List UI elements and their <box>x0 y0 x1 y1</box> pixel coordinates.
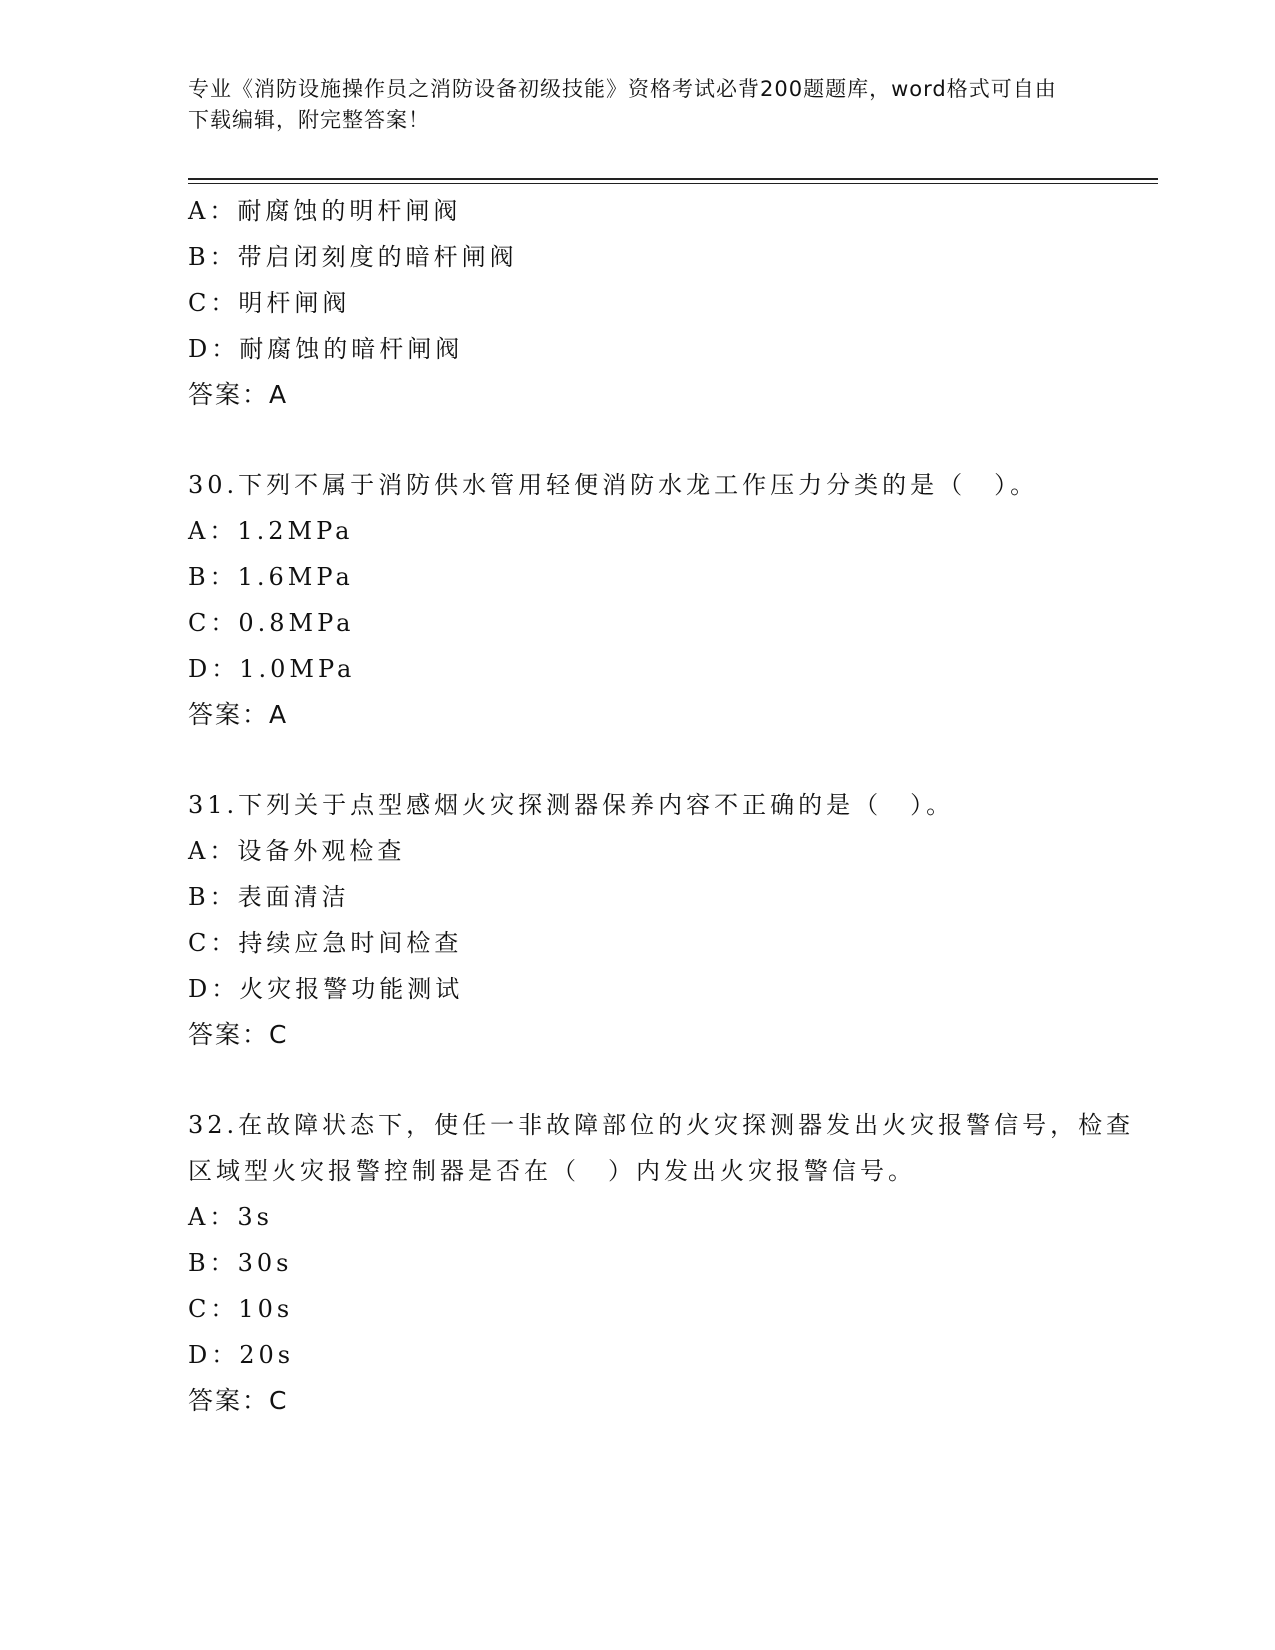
option-c: C：10s <box>188 1295 294 1323</box>
option-c: C：明杆闸阀 <box>188 289 351 317</box>
option-b: B：30s <box>188 1249 293 1277</box>
header-divider-thin <box>188 183 1158 184</box>
option-b: B：1.6MPa <box>188 563 354 591</box>
option-d: D：耐腐蚀的暗杆闸阀 <box>188 335 464 363</box>
option-b: B：表面清洁 <box>188 883 350 911</box>
option-a: A：耐腐蚀的明杆闸阀 <box>188 197 462 225</box>
option-d: D：1.0MPa <box>188 655 356 683</box>
question-list <box>188 188 1148 1424</box>
question-block <box>188 1102 1148 1424</box>
question-text: 32.在故障状态下，使任一非故障部位的火灾探测器发出火灾报警信号，检查区域型火灾报警控制器是否在（ ）内发出火灾报警信号。 <box>188 1111 1135 1185</box>
header-divider <box>188 178 1158 180</box>
option-a: A：1.2MPa <box>188 517 354 545</box>
option-c: C：持续应急时间检查 <box>188 929 463 957</box>
question-text: 31.下列关于点型感烟火灾探测器保养内容不正确的是（ ）。 <box>188 791 955 819</box>
option-b: B：带启闭刻度的暗杆闸阀 <box>188 243 518 271</box>
option-c: C：0.8MPa <box>188 609 355 637</box>
question-block <box>188 188 1148 418</box>
question-text: 30.下列不属于消防供水管用轻便消防水龙工作压力分类的是（ ）。 <box>188 471 1039 499</box>
option-a: A：设备外观检查 <box>188 837 406 865</box>
answer: 答案：A <box>188 380 289 409</box>
answer: 答案：C <box>188 1020 289 1049</box>
question-block <box>188 462 1148 738</box>
option-d: D：火灾报警功能测试 <box>188 975 464 1003</box>
answer: 答案：A <box>188 700 289 729</box>
answer: 答案：C <box>188 1386 289 1415</box>
document-header: 专业《消防设施操作员之消防设备初级技能》资格考试必背200题题库，word格式可自由下载编辑，附完整答案！ <box>188 77 1057 132</box>
option-a: A：3s <box>188 1203 273 1231</box>
question-block <box>188 782 1148 1058</box>
option-d: D：20s <box>188 1341 295 1369</box>
